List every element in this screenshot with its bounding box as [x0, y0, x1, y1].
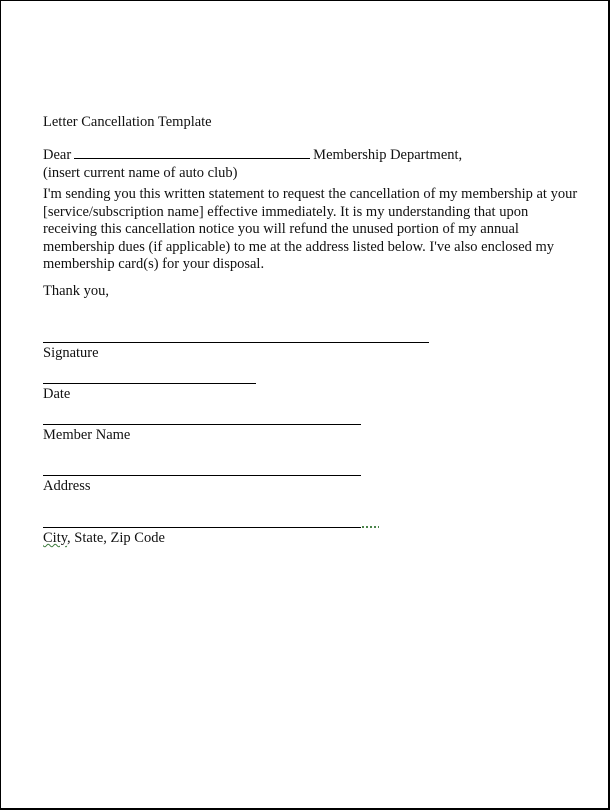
member-name-line[interactable] [43, 424, 361, 425]
date-label: Date [43, 386, 71, 402]
spellcheck-squiggle [361, 525, 379, 529]
address-label: Address [43, 478, 91, 494]
closing-text: Thank you, [43, 283, 110, 299]
signature-label: Signature [43, 345, 99, 361]
member-name-label: Member Name [43, 427, 131, 443]
document-title: Letter Cancellation Template [43, 114, 212, 130]
city-state-zip-label [43, 529, 165, 547]
insert-note: (insert current name of auto club) [43, 165, 238, 181]
recipient-blank[interactable] [74, 147, 310, 159]
date-line[interactable] [43, 383, 256, 384]
salutation-start: Dear [43, 147, 72, 163]
address-line[interactable] [43, 475, 361, 476]
city-state-zip-line[interactable] [43, 527, 361, 528]
city-rest: , State, Zip Code [67, 530, 165, 546]
city-word: City [43, 530, 68, 546]
body-paragraph: I'm sending you this written statement to request the cancellation of my membership at your [service/subscription name] effective immediately. It is my understanding that upon receiving this cancellation notice you will refund the unused portion of my annual membership dues (if applicable) to me at the address listed below. I've also enclosed my membership card(s) for your disposal. [43, 186, 578, 273]
salutation-line [43, 146, 462, 164]
salutation-end: Membership Department, [313, 147, 463, 163]
signature-line[interactable] [43, 342, 429, 343]
